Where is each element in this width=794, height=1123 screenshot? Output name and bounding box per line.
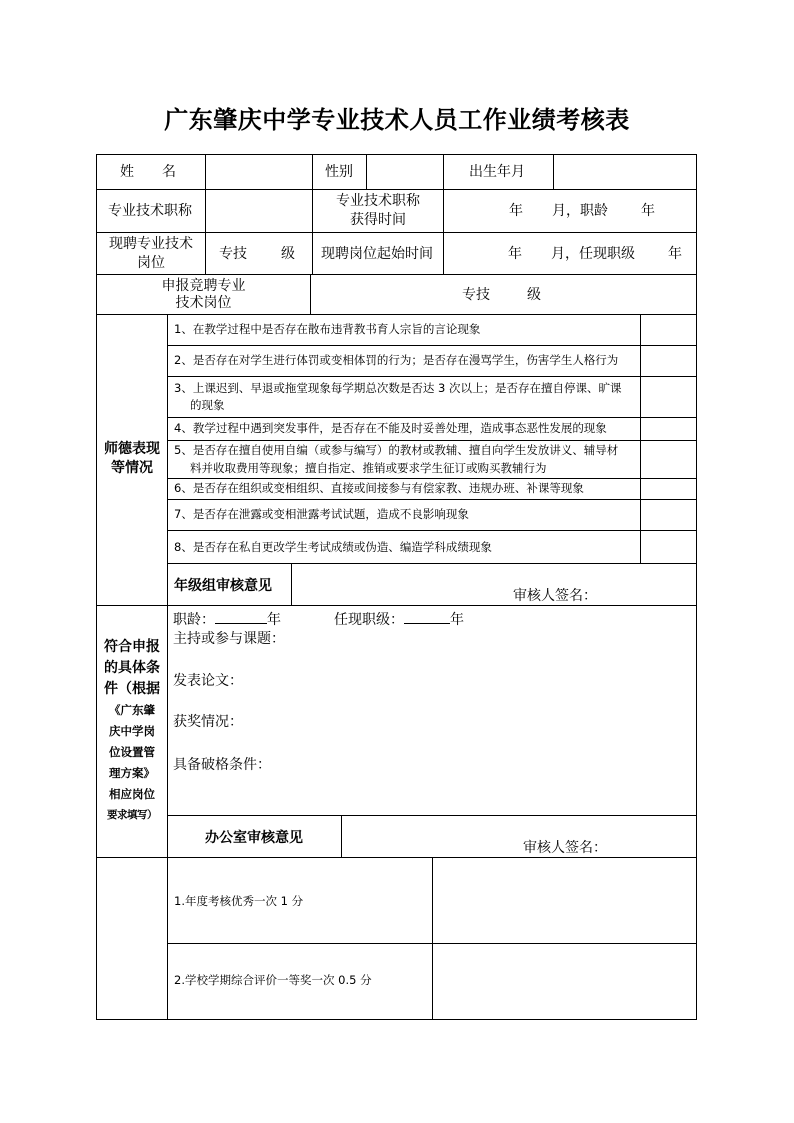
conditions-label-line: 要求填写） [107, 809, 157, 821]
ethics-item-3: 3、上课迟到、早退或拖堂现象每学期总次数是否达 3 次以上；是否存在擅自停课、旷课 [174, 381, 622, 395]
conditions-label-line: 符合申报 [104, 639, 160, 655]
ethics-label-line2: 等情况 [111, 460, 153, 476]
cell-divider [312, 154, 313, 190]
row-divider [96, 314, 697, 315]
label-column-divider [167, 314, 168, 1020]
post-label-line2: 岗位 [137, 255, 165, 271]
sub-row-divider [167, 345, 697, 346]
ethics-section-label [97, 440, 167, 478]
apply-label-line1: 申报竞聘专业 [161, 278, 246, 294]
cell-divider [205, 189, 206, 233]
year-label: 年 [508, 246, 522, 262]
cell-divider [443, 232, 444, 275]
cell-divider [205, 154, 206, 190]
conditions-label-line: 位设置管 [109, 745, 155, 759]
age-label: 职龄： [173, 612, 215, 628]
age-years-label: 年 [267, 612, 281, 628]
cell-divider [291, 563, 292, 606]
award-label: 获奖情况： [173, 714, 243, 730]
table-border-top [96, 154, 697, 155]
sub-row-divider [167, 499, 697, 500]
page-title: 广东肇庆中学专业技术人员工作业绩考核表 [164, 106, 630, 134]
year-group-review-label: 年级组审核意见 [174, 578, 272, 594]
cell-divider [443, 154, 444, 190]
cell-divider [553, 154, 554, 190]
name-label: 姓 名 [120, 164, 176, 180]
grade-level-label: 级 [527, 287, 541, 303]
year-label: 年 [509, 203, 523, 219]
sub-row-divider [167, 376, 697, 377]
office-review-label: 办公室审核意见 [205, 830, 303, 846]
row-divider [96, 605, 697, 606]
years-label: 年 [641, 203, 655, 219]
table-border-bottom [96, 1019, 697, 1020]
cell-divider [312, 232, 313, 275]
office-signer-label: 审核人签名： [523, 840, 607, 856]
years-label: 年 [668, 246, 682, 262]
month-age-label: 月，职龄 [552, 203, 608, 219]
ethics-item-3-cont: 的现象 [190, 398, 225, 412]
ethics-item-8: 8、是否存在私自更改学生考试成绩或伪造、编造学科成绩现象 [174, 540, 492, 554]
project-label: 主持或参与课题： [173, 631, 285, 647]
obtain-label-line1: 专业技术职称 [336, 193, 420, 209]
grade-level-label: 级 [281, 246, 295, 262]
year-group-signer-label: 审核人签名： [513, 588, 597, 604]
tenure-years-label: 年 [450, 612, 464, 628]
grade-tech-label: 专技 [219, 246, 247, 262]
score-item-2: 2.学校学期综合评价一等奖一次 0.5 分 [174, 973, 372, 987]
conditions-label-line: 的具体条 [104, 660, 160, 676]
ethics-item-7: 7、是否存在泄露或变相泄露考试试题，造成不良影响现象 [174, 507, 469, 521]
cell-divider [443, 189, 444, 233]
sub-row-divider [167, 440, 697, 441]
sub-row-divider [167, 530, 697, 531]
cell-divider [432, 857, 433, 1020]
sub-row-divider [167, 478, 697, 479]
cell-divider [366, 154, 367, 190]
conditions-section-label [97, 637, 167, 826]
score-item-1: 1.年度考核优秀一次 1 分 [174, 894, 304, 908]
ethics-label-line1: 师德表现 [104, 441, 160, 457]
grade-tech-label: 专技 [462, 287, 490, 303]
tenure-field-row [334, 609, 464, 629]
sub-row-divider [167, 815, 697, 816]
ethics-item-5-cont: 料并收取费用等现象；擅自指定、推销或要求学生征订或购买教辅行为 [190, 461, 547, 475]
ethics-item-4: 4、教学过程中遇到突发事件，是否存在不能及时妥善处理，造成事态恶性发展的现象 [174, 421, 607, 435]
post-label-line1: 现聘专业技术 [109, 236, 193, 252]
cell-divider [310, 274, 311, 315]
ethics-item-6: 6、是否存在组织或变相组织、直接或间接参与有偿家教、违规办班、补课等现象 [174, 481, 584, 495]
tenure-label: 任现职级： [334, 612, 404, 628]
row-divider [96, 232, 697, 233]
conditions-label-line: 相应岗位 [109, 787, 155, 801]
gender-label: 性别 [325, 164, 353, 180]
title-label: 专业技术职称 [108, 203, 192, 219]
conditions-label-line: 《广东肇 [109, 703, 155, 717]
row-divider [96, 189, 697, 190]
conditions-label-line: 庆中学岗 [109, 724, 155, 738]
ethics-item-1: 1、在教学过程中是否存在散布违背教书育人宗旨的言论现象 [174, 322, 481, 336]
birth-label: 出生年月 [469, 164, 525, 180]
cell-divider [205, 232, 206, 275]
answer-column-divider [640, 314, 641, 564]
apply-label-line2: 技术岗位 [175, 295, 232, 311]
table-border-right [696, 154, 697, 1020]
sub-row-divider [167, 417, 697, 418]
ethics-item-5: 5、是否存在擅自使用自编（或参与编写）的教材或教辅、擅自向学生发放讲义、辅导材 [174, 443, 619, 457]
ethics-item-2: 2、是否存在对学生进行体罚或变相体罚的行为；是否存在漫骂学生，伤害学生人格行为 [174, 353, 619, 367]
obtain-label-line2: 获得时间 [350, 212, 406, 228]
conditions-label-line: 件（根据 [104, 681, 160, 697]
tenure-input-line[interactable] [404, 609, 450, 624]
exception-label: 具备破格条件： [173, 757, 271, 773]
age-input-line[interactable] [215, 609, 267, 624]
sub-row-divider [167, 563, 697, 564]
row-divider [96, 274, 697, 275]
age-field-row [173, 609, 281, 629]
conditions-label-line: 理方案》 [109, 766, 155, 780]
month-tenure-label: 月，任现职级 [551, 246, 635, 262]
row-divider [96, 857, 697, 858]
start-time-label: 现聘岗位起始时间 [321, 246, 433, 262]
paper-label: 发表论文： [173, 673, 243, 689]
cell-divider [341, 815, 342, 858]
